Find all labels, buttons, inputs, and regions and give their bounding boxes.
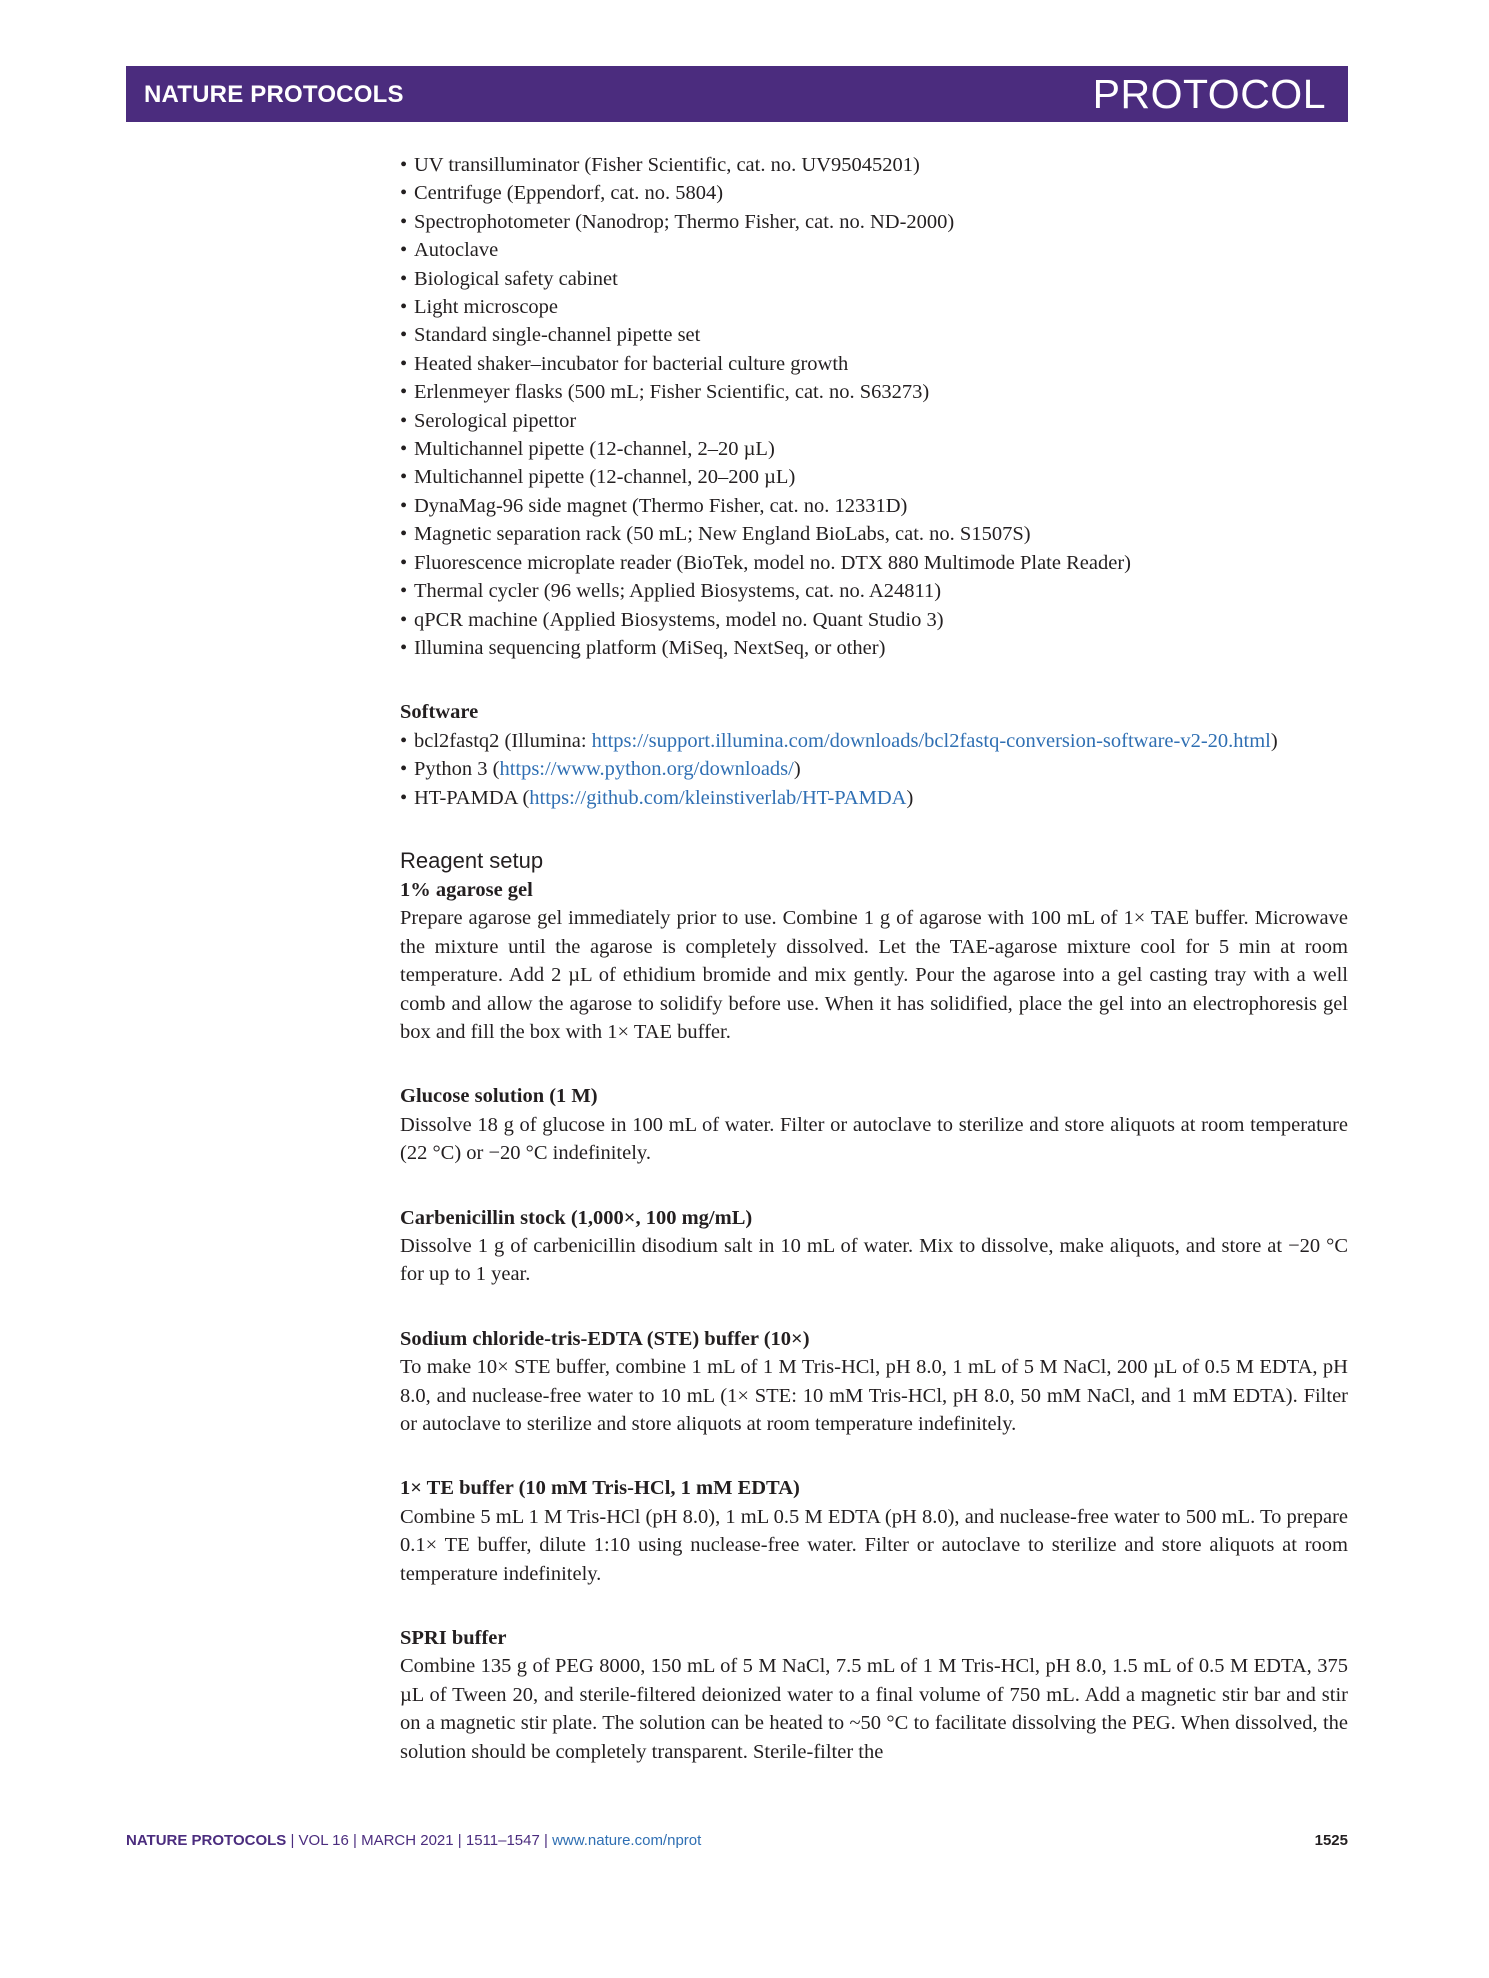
list-item: • Standard single-channel pipette set [400, 321, 1348, 349]
footer-separator: | [539, 1832, 553, 1849]
reagent-title: 1× TE buffer (10 mM Tris-HCl, 1 mM EDTA) [400, 1477, 800, 1500]
reagent-block [400, 1474, 1348, 1588]
list-item: • Erlenmeyer flasks (500 mL; Fisher Scientific, cat. no. S63273) [400, 378, 1348, 406]
reagent-block [400, 1082, 1348, 1167]
list-item: • Centrifuge (Eppendorf, cat. no. 5804) [400, 179, 1348, 207]
reagent-setup-heading: Reagent setup [400, 847, 544, 873]
reagent-text: Dissolve 1 g of carbenicillin disodium salt in 10 mL of water. Mix to dissolve, make aliquots, and store at −20 °C for up to 1 year. [400, 1235, 1348, 1286]
reagent-text: Combine 5 mL 1 M Tris-HCl (pH 8.0), 1 mL 0.5 M EDTA (pH 8.0), and nuclease-free water to 500 mL. To prepare 0.1× TE buffer, dilute 1:10 using nuclease-free water. Filter or autoclave to sterilize and store aliquots at room temperature indefinitely. [400, 1505, 1348, 1585]
software-name: HT-PAMDA [414, 786, 518, 809]
software-suffix: ) [1270, 729, 1278, 752]
list-item: • DynaMag-96 side magnet (Thermo Fisher, cat. no. 12331D) [400, 492, 1348, 520]
list-item: • Serological pipettor [400, 407, 1348, 435]
list-item: • Multichannel pipette (12-channel, 2–20 µL) [400, 435, 1348, 463]
reagent-block [400, 876, 1348, 1046]
list-item [400, 727, 1348, 755]
software-prefix: ( [487, 758, 500, 781]
reagent-title: 1% agarose gel [400, 878, 533, 901]
reagent-block [400, 1325, 1348, 1439]
software-name: bcl2fastq2 [414, 729, 500, 752]
list-item: • Multichannel pipette (12-channel, 20–200 µL) [400, 463, 1348, 491]
reagent-text: Prepare agarose gel immediately prior to use. Combine 1 g of agarose with 100 mL of 1× TAE buffer. Microwave the mixture until the agarose is completely dissolved. Let the TAE-agarose mixture cool for 5 min at room temperature. Add 2 µL of ethidium bromide and mix gently. Pour the agarose into a gel casting tray with a well comb and allow the agarose to solidify before use. When it has solidified, place the gel into an electrophoresis gel box and fill the box with 1× TAE buffer. [400, 907, 1348, 1043]
reagent-block [400, 1204, 1348, 1289]
software-name: Python 3 [414, 758, 488, 781]
list-item [400, 784, 1348, 812]
reagent-text: To make 10× STE buffer, combine 1 mL of 1 M Tris-HCl, pH 8.0, 1 mL of 5 M NaCl, 200 µL of 0.5 M EDTA, pH 8.0, and nuclease-free water to 10 mL (1× STE: 10 mM Tris-HCl, pH 8.0, 50 mM NaCl, and 1 mM EDTA). Filter or autoclave to sterilize and store aliquots at room temperature indefinitely. [400, 1356, 1348, 1436]
list-item: • Fluorescence microplate reader (BioTek, model no. DTX 880 Multimode Plate Reader) [400, 549, 1348, 577]
reagent-block [400, 1624, 1348, 1766]
footer-separator: | [348, 1832, 362, 1849]
list-item: • Magnetic separation rack (50 mL; New England BioLabs, cat. no. S1507S) [400, 520, 1348, 548]
footer-journal: NATURE PROTOCOLS [126, 1832, 287, 1849]
software-prefix: (Illumina: [499, 729, 592, 752]
footer-url-link[interactable]: www.nature.com/nprot [552, 1832, 702, 1849]
journal-header-bar [126, 66, 1348, 122]
main-content [400, 151, 1348, 1766]
footer-separator: | [286, 1832, 299, 1849]
reagent-title: Carbenicillin stock (1,000×, 100 mg/mL) [400, 1206, 753, 1229]
equipment-list [400, 151, 1348, 662]
footer-pages: 1511–1547 [465, 1832, 540, 1849]
reagent-title: Glucose solution (1 M) [400, 1085, 598, 1108]
list-item: • Heated shaker–incubator for bacterial culture growth [400, 350, 1348, 378]
bcl2fastq-link[interactable]: https://support.illumina.com/downloads/bcl2fastq-conversion-software-v2-20.html [591, 729, 1271, 752]
list-item: • Spectrophotometer (Nanodrop; Thermo Fisher, cat. no. ND-2000) [400, 208, 1348, 236]
list-item: • Illumina sequencing platform (MiSeq, NextSeq, or other) [400, 634, 1348, 662]
reagent-text: Dissolve 18 g of glucose in 100 mL of water. Filter or autoclave to sterilize and store aliquots at room temperature (22 °C) or −20 °C indefinitely. [400, 1113, 1348, 1165]
list-item: • Thermal cycler (96 wells; Applied Biosystems, cat. no. A24811) [400, 577, 1348, 605]
python-link[interactable]: https://www.python.org/downloads/ [499, 758, 794, 781]
software-suffix: ) [793, 758, 801, 781]
software-suffix: ) [906, 786, 914, 809]
reagent-text: Combine 135 g of PEG 8000, 150 mL of 5 M NaCl, 7.5 mL of 1 M Tris-HCl, pH 8.0, 1.5 mL of 0.5 M EDTA, 375 µL of Tween 20, and sterile-filtered deionized water to a final volume of 750 mL. Add a magnetic stir bar and stir on a magnetic stir plate. The solution can be heated to ~50 °C to facilitate dissolving the PEG. When dissolved, the solution should be completely transparent. Sterile-filter the [400, 1655, 1348, 1763]
software-prefix: ( [517, 786, 530, 809]
list-item: • Biological safety cabinet [400, 265, 1348, 293]
footer-separator: | [453, 1832, 466, 1849]
page-footer [126, 1832, 1348, 1849]
ht-pamda-link[interactable]: https://github.com/kleinstiverlab/HT-PAMDA [529, 786, 907, 809]
reagent-title: SPRI buffer [400, 1627, 507, 1650]
list-item: • Autoclave [400, 236, 1348, 264]
list-item: • Light microscope [400, 293, 1348, 321]
list-item: • UV transilluminator (Fisher Scientific, cat. no. UV95045201) [400, 151, 1348, 179]
list-item: • qPCR machine (Applied Biosystems, model no. Quant Studio 3) [400, 606, 1348, 634]
list-item [400, 755, 1348, 783]
footer-volume: VOL 16 [298, 1832, 349, 1849]
journal-name: NATURE PROTOCOLS [144, 81, 404, 108]
software-list [400, 727, 1348, 812]
reagent-title: Sodium chloride-tris-EDTA (STE) buffer (10×) [400, 1327, 810, 1350]
footer-date: MARCH 2021 [361, 1832, 454, 1849]
article-type: PROTOCOL [1092, 71, 1326, 117]
software-heading: Software [400, 701, 479, 724]
page-number: 1525 [1314, 1832, 1348, 1849]
